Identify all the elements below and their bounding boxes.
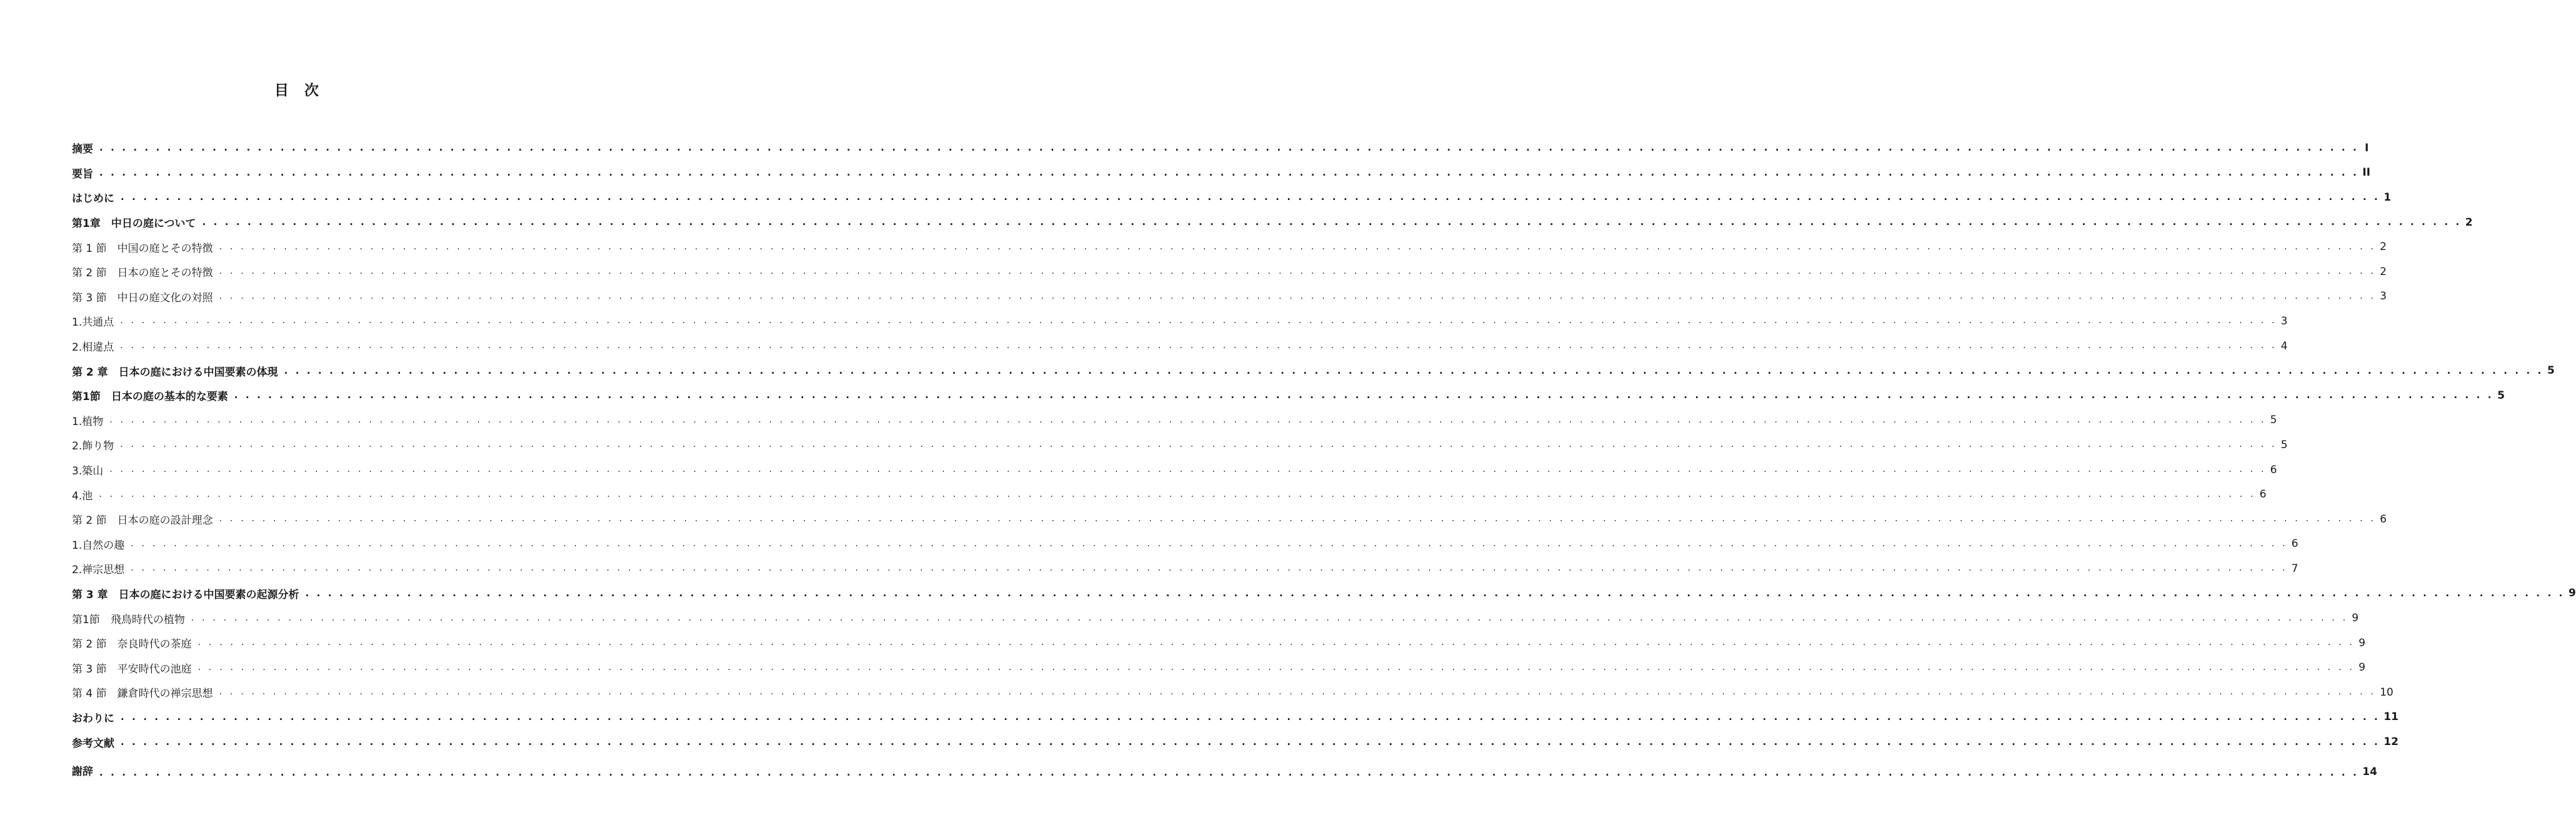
toc-entry-page-number: 9	[2359, 661, 2365, 674]
toc-entry-label: 参考文献	[72, 737, 114, 750]
toc-entry-label: 第 3 節 中日の庭文化の対照	[72, 291, 213, 304]
toc-entry-label: 第 2 節 奈良時代の茶庭	[72, 638, 192, 651]
toc-entry-page-number: 12	[2384, 736, 2399, 749]
toc-entry[interactable]	[72, 234, 2387, 259]
toc-entry-page-number: 3	[2280, 314, 2288, 328]
toc-entry-label: はじめに	[72, 192, 114, 206]
toc-entry[interactable]	[72, 606, 2359, 631]
dot-leader: . . . . . . . . . . . . . . . . . . . . . . . . . . . . . . . . . . . . . . . . . . . . . . . . . . . . . . . . . . . . . . . . . . . . . . . . . . . . . . . . . . . . . . . . . . . . . . . . . . . . . . . . . . . . . . . . . . . . . . . . . . . . . . . . . . . . . . . . . . . . . . . . . . . . . . . . . . . . . . . . . . . . . . . . . . . . . . . . . . . . . . . . . . . . . . . . . . . . . . . .	[219, 266, 2377, 277]
toc-entry[interactable]	[72, 705, 2399, 730]
toc-entry[interactable]	[72, 136, 2369, 161]
dot-leader: . . . . . . . . . . . . . . . . . . . . . . . . . . . . . . . . . . . . . . . . . . . . . . . . . . . . . . . . . . . . . . . . . . . . . . . . . . . . . . . . . . . . . . . . . . . . . . . . . . . . . . . . . . . . . . . . . . . . . . . . . . . . . . . . . . . . . . . . . . . . . . . . . . . . . . . . . . . . . . . . . . . . . . . . . . . . . . . . . . . . . . . . . . . . . . . . . . . . . . . .	[219, 687, 2377, 698]
toc-entry-label: 要旨	[72, 168, 93, 181]
page-title: 目 次	[274, 82, 319, 99]
toc-entry-page-number: 6	[2270, 463, 2277, 476]
toc-entry[interactable]	[72, 309, 2288, 334]
toc-entry-label: 第 2 章 日本の庭における中国要素の体現	[72, 366, 278, 379]
toc-entry-page-number: 6	[2380, 512, 2387, 526]
toc-entry[interactable]	[72, 556, 2299, 581]
toc-entry-label: 3.築山	[72, 465, 104, 478]
toc-entry-label: 第 2 節 日本の庭とその特徴	[72, 267, 213, 280]
dot-leader: . . . . . . . . . . . . . . . . . . . . . . . . . . . . . . . . . . . . . . . . . . . . . . . . . . . . . . . . . . . . . . . . . . . . . . . . . . . . . . . . . . . . . . . . . . . . . . . . . . . . . . . . . . . . . . . . . . . . . . . . . . . . . . . . . . . . . . . . . . . . . . . . . . . . . . . . . . . . . . . . . . . . . . . . . . . . . . . . . . . . . . . . . . . . . . . . . . . . . . . .	[191, 612, 2349, 623]
toc-entry[interactable]	[72, 185, 2392, 210]
toc-entry[interactable]	[72, 754, 2377, 782]
toc-entry-page-number: 2	[2380, 265, 2387, 278]
dot-leader: . . . . . . . . . . . . . . . . . . . . . . . . . . . . . . . . . . . . . . . . . . . . . . . . . . . . . . . . . . . . . . . . . . . . . . . . . . . . . . . . . . . . . . . . . . . . . . . . . . . . . . . . . . . . . . . . . . . . . . . . . . . . . . . . . . . . . . . . . . . . . . . . . . . . . . . . . . . . . . . . . . . . . . . . . . . . . . . . . . . . . . . . . . . . . . . . . . . . . . . .	[99, 489, 2256, 499]
dot-leader: . . . . . . . . . . . . . . . . . . . . . . . . . . . . . . . . . . . . . . . . . . . . . . . . . . . . . . . . . . . . . . . . . . . . . . . . . . . . . . . . . . . . . . . . . . . . . . . . . . . . . . . . . . . . . . . . . . . . . . . . . . . . . . . . . . . . . . . . . . . . . . . . . . . . . . . . . . . . . . . . . . . . . . . . . . . . . . . . . . . . . . . . . . . . . . . . . . . . . . . .	[120, 439, 2277, 450]
dot-leader: . . . . . . . . . . . . . . . . . . . . . . . . . . . . . . . . . . . . . . . . . . . . . . . . . . . . . . . . . . . . . . . . . . . . . . . . . . . . . . . . . . . . . . . . . . . . . . . . . . . . . . . . . . . . . . . . . . . . . . . . . . . . . . . . . . . . . . . . . . . . . . . . . . . . . . . . . . . . . . . . . . . . . . . . . . . . . . . . . . . . . . . . . . . . . . . . . . . . . . . .	[219, 291, 2377, 301]
toc-entry[interactable]	[72, 729, 2399, 754]
dot-leader: . . . . . . . . . . . . . . . . . . . . . . . . . . . . . . . . . . . . . . . . . . . . . . . . . . . . . . . . . . . . . . . . . . . . . . . . . . . . . . . . . . . . . . . . . . . . . . . . . . . . . . . . . . . . . . . . . . . . . . . . . . . . . . . . . . . . . . . . . . . . . . . . . . . . . . . . . . . . . . . . . . . . . . . . . . . . . . . . . . . . . . . . . . . . . . . . . . . . . . . .	[99, 166, 2359, 178]
toc-entry-label: 第 2 節 日本の庭の設計理念	[72, 514, 213, 528]
toc-entry-label: 1.共通点	[72, 316, 114, 329]
dot-leader: . . . . . . . . . . . . . . . . . . . . . . . . . . . . . . . . . . . . . . . . . . . . . . . . . . . . . . . . . . . . . . . . . . . . . . . . . . . . . . . . . . . . . . . . . . . . . . . . . . . . . . . . . . . . . . . . . . . . . . . . . . . . . . . . . . . . . . . . . . . . . . . . . . . . . . . . . . . . . . . . . . . . . . . . . . . . . . . . . . . . . . . . . . . . . . . . . . . . . . . .	[131, 538, 2288, 549]
dot-leader: . . . . . . . . . . . . . . . . . . . . . . . . . . . . . . . . . . . . . . . . . . . . . . . . . . . . . . . . . . . . . . . . . . . . . . . . . . . . . . . . . . . . . . . . . . . . . . . . . . . . . . . . . . . . . . . . . . . . . . . . . . . . . . . . . . . . . . . . . . . . . . . . . . . . . . . . . . . . . . . . . . . . . . . . . . . . . . . . . . . . . . . . . . . . . . . . . . . . . . . .	[99, 766, 2359, 778]
toc-entry[interactable]	[72, 383, 2505, 408]
toc-entry-page-number: 4	[2280, 339, 2288, 352]
toc-entry-label: 1.植物	[72, 415, 104, 428]
toc-entry[interactable]	[72, 507, 2387, 532]
toc-entry-page-number: 9	[2352, 612, 2359, 625]
toc-entry-page-number: 14	[2362, 765, 2377, 778]
dot-leader: . . . . . . . . . . . . . . . . . . . . . . . . . . . . . . . . . . . . . . . . . . . . . . . . . . . . . . . . . . . . . . . . . . . . . . . . . . . . . . . . . . . . . . . . . . . . . . . . . . . . . . . . . . . . . . . . . . . . . . . . . . . . . . . . . . . . . . . . . . . . . . . . . . . . . . . . . . . . . . . . . . . . . . . . . . . . . . . . . . . . . . . . . . . . . . . . . . . . . . . .	[121, 711, 2380, 722]
toc-entry-page-number: 9	[2568, 587, 2576, 600]
toc-entry-page-number: 5	[2270, 414, 2277, 427]
toc-entry-label: 第 1 節 中国の庭とその特徴	[72, 242, 213, 255]
toc-entry[interactable]	[72, 680, 2394, 705]
toc-entry-page-number: 2	[2380, 241, 2387, 254]
toc-entry-page-number: 6	[2291, 538, 2299, 551]
dot-leader: . . . . . . . . . . . . . . . . . . . . . . . . . . . . . . . . . . . . . . . . . . . . . . . . . . . . . . . . . . . . . . . . . . . . . . . . . . . . . . . . . . . . . . . . . . . . . . . . . . . . . . . . . . . . . . . . . . . . . . . . . . . . . . . . . . . . . . . . . . . . . . . . . . . . . . . . . . . . . . . . . . . . . . . . . . . . . . . . . . . . . . . . . . . . . . . . . . . . . . . .	[197, 662, 2355, 672]
toc-entry-label: 第1章 中日の庭について	[72, 218, 196, 231]
toc-entry-page-number: 1	[2384, 191, 2392, 204]
toc-entry-label: 摘要	[72, 143, 93, 156]
toc-entry-label: 第 3 節 平安時代の池庭	[72, 662, 192, 676]
dot-leader: . . . . . . . . . . . . . . . . . . . . . . . . . . . . . . . . . . . . . . . . . . . . . . . . . . . . . . . . . . . . . . . . . . . . . . . . . . . . . . . . . . . . . . . . . . . . . . . . . . . . . . . . . . . . . . . . . . . . . . . . . . . . . . . . . . . . . . . . . . . . . . . . . . . . . . . . . . . . . . . . . . . . . . . . . . . . . . . . . . . . . . . . . . . . . . . . . . . . . . . .	[121, 191, 2380, 203]
dot-leader: . . . . . . . . . . . . . . . . . . . . . . . . . . . . . . . . . . . . . . . . . . . . . . . . . . . . . . . . . . . . . . . . . . . . . . . . . . . . . . . . . . . . . . . . . . . . . . . . . . . . . . . . . . . . . . . . . . . . . . . . . . . . . . . . . . . . . . . . . . . . . . . . . . . . . . . . . . . . . . . . . . . . . . . . . . . . . . . . . . . . . . . . . . . . . . . . . . . . . . . .	[120, 341, 2277, 351]
toc-entry-label: 2.飾り物	[72, 440, 114, 453]
dot-leader: . . . . . . . . . . . . . . . . . . . . . . . . . . . . . . . . . . . . . . . . . . . . . . . . . . . . . . . . . . . . . . . . . . . . . . . . . . . . . . . . . . . . . . . . . . . . . . . . . . . . . . . . . . . . . . . . . . . . . . . . . . . . . . . . . . . . . . . . . . . . . . . . . . . . . . . . . . . . . . . . . . . . . . . . . . . . . . . . . . . . . . . . . . . . . . . . . . . . . . . .	[121, 736, 2380, 748]
toc-entry-page-number: 7	[2291, 562, 2299, 575]
dot-leader: . . . . . . . . . . . . . . . . . . . . . . . . . . . . . . . . . . . . . . . . . . . . . . . . . . . . . . . . . . . . . . . . . . . . . . . . . . . . . . . . . . . . . . . . . . . . . . . . . . . . . . . . . . . . . . . . . . . . . . . . . . . . . . . . . . . . . . . . . . . . . . . . . . . . . . . . . . . . . . . . . . . . . . . . . . . . . . . . . . . . . . . . . . . . . . . . . . . . . . . .	[234, 389, 2494, 401]
toc-entry-page-number: 6	[2259, 488, 2267, 501]
table-of-contents	[72, 136, 2576, 782]
dot-leader: . . . . . . . . . . . . . . . . . . . . . . . . . . . . . . . . . . . . . . . . . . . . . . . . . . . . . . . . . . . . . . . . . . . . . . . . . . . . . . . . . . . . . . . . . . . . . . . . . . . . . . . . . . . . . . . . . . . . . . . . . . . . . . . . . . . . . . . . . . . . . . . . . . . . . . . . . . . . . . . . . . . . . . . . . . . . . . . . . . . . . . . . . . . . . . . . . . . . . . . .	[109, 414, 2267, 425]
toc-entry[interactable]	[72, 408, 2277, 433]
toc-entry-page-number: 2	[2465, 216, 2473, 229]
toc-entry-label: 2.相違点	[72, 341, 114, 354]
dot-leader: . . . . . . . . . . . . . . . . . . . . . . . . . . . . . . . . . . . . . . . . . . . . . . . . . . . . . . . . . . . . . . . . . . . . . . . . . . . . . . . . . . . . . . . . . . . . . . . . . . . . . . . . . . . . . . . . . . . . . . . . . . . . . . . . . . . . . . . . . . . . . . . . . . . . . . . . . . . . . . . . . . . . . . . . . . . . . . . . . . . . . . . . . . . . . . . . . . . . . . . .	[284, 364, 2544, 376]
toc-entry-label: 1.自然の趣	[72, 539, 125, 552]
toc-entry-page-number: 3	[2380, 290, 2387, 303]
dot-leader: . . . . . . . . . . . . . . . . . . . . . . . . . . . . . . . . . . . . . . . . . . . . . . . . . . . . . . . . . . . . . . . . . . . . . . . . . . . . . . . . . . . . . . . . . . . . . . . . . . . . . . . . . . . . . . . . . . . . . . . . . . . . . . . . . . . . . . . . . . . . . . . . . . . . . . . . . . . . . . . . . . . . . . . . . . . . . . . . . . . . . . . . . . . . . . . . . . . . . . . .	[120, 316, 2277, 326]
toc-entry[interactable]	[72, 334, 2288, 359]
toc-entry-label: 第1節 飛鳥時代の植物	[72, 613, 185, 626]
toc-entry[interactable]	[72, 655, 2365, 680]
toc-entry[interactable]	[72, 482, 2267, 507]
dot-leader: . . . . . . . . . . . . . . . . . . . . . . . . . . . . . . . . . . . . . . . . . . . . . . . . . . . . . . . . . . . . . . . . . . . . . . . . . . . . . . . . . . . . . . . . . . . . . . . . . . . . . . . . . . . . . . . . . . . . . . . . . . . . . . . . . . . . . . . . . . . . . . . . . . . . . . . . . . . . . . . . . . . . . . . . . . . . . . . . . . . . . . . . . . . . . . . . . . . . . . . .	[305, 587, 2565, 599]
toc-entry-page-number: 10	[2380, 686, 2394, 699]
dot-leader: . . . . . . . . . . . . . . . . . . . . . . . . . . . . . . . . . . . . . . . . . . . . . . . . . . . . . . . . . . . . . . . . . . . . . . . . . . . . . . . . . . . . . . . . . . . . . . . . . . . . . . . . . . . . . . . . . . . . . . . . . . . . . . . . . . . . . . . . . . . . . . . . . . . . . . . . . . . . . . . . . . . . . . . . . . . . . . . . . . . . . . . . . . . . . . . . . . . . . . . .	[219, 514, 2377, 524]
toc-entry[interactable]	[72, 210, 2473, 235]
toc-entry-page-number: I	[2364, 141, 2369, 154]
toc-entry-label: おわりに	[72, 712, 114, 725]
toc-entry-label: 第 4 節 鎌倉時代の禅宗思想	[72, 688, 213, 701]
toc-entry-label: 第 3 章 日本の庭における中国要素の起源分析	[72, 588, 299, 601]
toc-entry-label: 謝辞	[72, 765, 93, 778]
toc-entry[interactable]	[72, 631, 2365, 656]
toc-entry[interactable]	[72, 284, 2387, 309]
toc-entry-label: 第1節 日本の庭の基本的な要素	[72, 391, 228, 404]
toc-entry[interactable]	[72, 458, 2277, 482]
toc-entry-page-number: 5	[2497, 389, 2505, 402]
dot-leader: . . . . . . . . . . . . . . . . . . . . . . . . . . . . . . . . . . . . . . . . . . . . . . . . . . . . . . . . . . . . . . . . . . . . . . . . . . . . . . . . . . . . . . . . . . . . . . . . . . . . . . . . . . . . . . . . . . . . . . . . . . . . . . . . . . . . . . . . . . . . . . . . . . . . . . . . . . . . . . . . . . . . . . . . . . . . . . . . . . . . . . . . . . . . . . . . . . . . . . . .	[109, 464, 2267, 475]
toc-entry[interactable]	[72, 358, 2555, 383]
toc-entry[interactable]	[72, 432, 2288, 458]
toc-entry[interactable]	[72, 161, 2370, 186]
dot-leader: . . . . . . . . . . . . . . . . . . . . . . . . . . . . . . . . . . . . . . . . . . . . . . . . . . . . . . . . . . . . . . . . . . . . . . . . . . . . . . . . . . . . . . . . . . . . . . . . . . . . . . . . . . . . . . . . . . . . . . . . . . . . . . . . . . . . . . . . . . . . . . . . . . . . . . . . . . . . . . . . . . . . . . . . . . . . . . . . . . . . . . . . . . . . . . . . . . . . . . . .	[202, 216, 2462, 228]
toc-entry-page-number: 5	[2547, 364, 2555, 378]
toc-entry[interactable]	[72, 581, 2576, 606]
toc-entry-label: 4.池	[72, 489, 93, 502]
dot-leader: . . . . . . . . . . . . . . . . . . . . . . . . . . . . . . . . . . . . . . . . . . . . . . . . . . . . . . . . . . . . . . . . . . . . . . . . . . . . . . . . . . . . . . . . . . . . . . . . . . . . . . . . . . . . . . . . . . . . . . . . . . . . . . . . . . . . . . . . . . . . . . . . . . . . . . . . . . . . . . . . . . . . . . . . . . . . . . . . . . . . . . . . . . . . . . . . . . . . . . . .	[131, 563, 2288, 574]
toc-entry[interactable]	[72, 259, 2387, 284]
toc-entry-page-number: 11	[2384, 711, 2399, 724]
toc-entry-label: 2.禅宗思想	[72, 564, 125, 577]
toc-entry-page-number: 9	[2359, 636, 2365, 649]
dot-leader: . . . . . . . . . . . . . . . . . . . . . . . . . . . . . . . . . . . . . . . . . . . . . . . . . . . . . . . . . . . . . . . . . . . . . . . . . . . . . . . . . . . . . . . . . . . . . . . . . . . . . . . . . . . . . . . . . . . . . . . . . . . . . . . . . . . . . . . . . . . . . . . . . . . . . . . . . . . . . . . . . . . . . . . . . . . . . . . . . . . . . . . . . . . . . . . . . . . . . . . .	[99, 142, 2359, 154]
dot-leader: . . . . . . . . . . . . . . . . . . . . . . . . . . . . . . . . . . . . . . . . . . . . . . . . . . . . . . . . . . . . . . . . . . . . . . . . . . . . . . . . . . . . . . . . . . . . . . . . . . . . . . . . . . . . . . . . . . . . . . . . . . . . . . . . . . . . . . . . . . . . . . . . . . . . . . . . . . . . . . . . . . . . . . . . . . . . . . . . . . . . . . . . . . . . . . . . . . . . . . . .	[197, 638, 2355, 648]
toc-entry-page-number: 5	[2280, 438, 2288, 451]
toc-entry-page-number: II	[2362, 166, 2370, 179]
toc-entry[interactable]	[72, 532, 2299, 557]
dot-leader: . . . . . . . . . . . . . . . . . . . . . . . . . . . . . . . . . . . . . . . . . . . . . . . . . . . . . . . . . . . . . . . . . . . . . . . . . . . . . . . . . . . . . . . . . . . . . . . . . . . . . . . . . . . . . . . . . . . . . . . . . . . . . . . . . . . . . . . . . . . . . . . . . . . . . . . . . . . . . . . . . . . . . . . . . . . . . . . . . . . . . . . . . . . . . . . . . . . . . . . .	[219, 241, 2377, 252]
